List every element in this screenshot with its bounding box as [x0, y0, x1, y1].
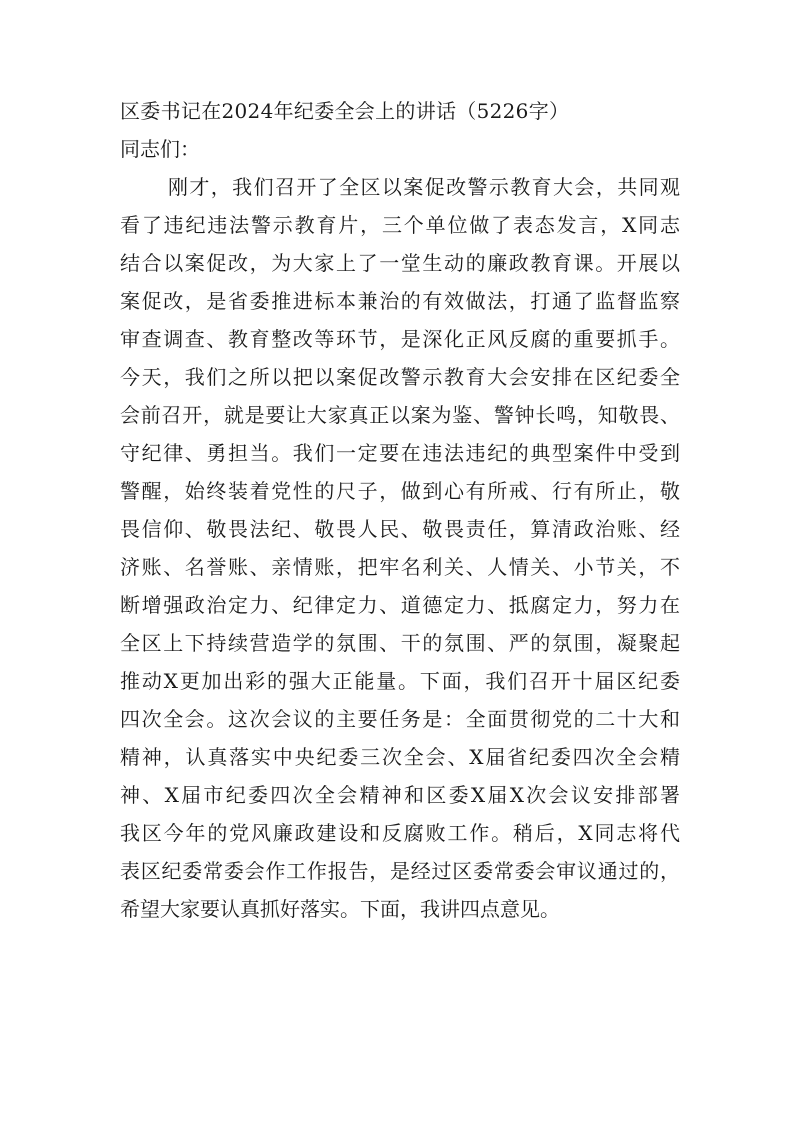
paragraph-line: 会前召开，就是要让大家真正以案为鉴、警钟长鸣，知敬畏、 [120, 403, 680, 427]
paragraph-line: 精神，认真落实中央纪委三次全会、X届省纪委四次全会精 [120, 745, 680, 769]
paragraph-line: 希望大家要认真抓好落实。下面，我讲四点意见。 [120, 897, 560, 921]
paragraph-line: 守纪律、勇担当。我们一定要在违法违纪的典型案件中受到 [120, 441, 680, 465]
paragraph-line: 警醒，始终装着党性的尺子，做到心有所戒、行有所止，敬 [120, 479, 680, 503]
paragraph-line: 我区今年的党风廉政建设和反腐败工作。稍后，X同志将代 [120, 821, 680, 845]
paragraph-line: 审查调查、教育整改等环节，是深化正风反腐的重要抓手。 [120, 327, 680, 351]
paragraph-line: 神、X届市纪委四次全会精神和区委X届X次会议安排部署 [120, 783, 680, 807]
document-title: 区委书记在2024年纪委全会上的讲话（5226字） [120, 99, 570, 123]
paragraph-line: 断增强政治定力、纪律定力、道德定力、抵腐定力，努力在 [120, 593, 680, 617]
paragraph-line: 看了违纪违法警示教育片，三个单位做了表态发言，X同志 [120, 213, 680, 237]
paragraph-line: 济账、名誉账、亲情账，把牢名利关、人情关、小节关，不 [120, 555, 680, 579]
paragraph-line: 表区纪委常委会作工作报告，是经过区委常委会审议通过的， [120, 859, 680, 883]
paragraph-line: 结合以案促改，为大家上了一堂生动的廉政教育课。开展以 [120, 251, 680, 275]
greeting: 同志们： [120, 137, 200, 161]
paragraph-line: 推动X更加出彩的强大正能量。下面，我们召开十届区纪委 [120, 669, 680, 693]
paragraph-line: 四次全会。这次会议的主要任务是：全面贯彻党的二十大和 [120, 707, 680, 731]
paragraph-line: 案促改，是省委推进标本兼治的有效做法，打通了监督监察 [120, 289, 680, 313]
paragraph-line: 畏信仰、敬畏法纪、敬畏人民、敬畏责任，算清政治账、经 [120, 517, 680, 541]
speech-paragraph [120, 168, 680, 928]
paragraph-line: 全区上下持续营造学的氛围、干的氛围、严的氛围，凝聚起 [120, 631, 680, 655]
paragraph-line: 今天，我们之所以把以案促改警示教育大会安排在区纪委全 [120, 365, 680, 389]
document-content [120, 92, 680, 928]
paragraph-line: 刚才，我们召开了全区以案促改警示教育大会，共同观 [168, 175, 680, 199]
